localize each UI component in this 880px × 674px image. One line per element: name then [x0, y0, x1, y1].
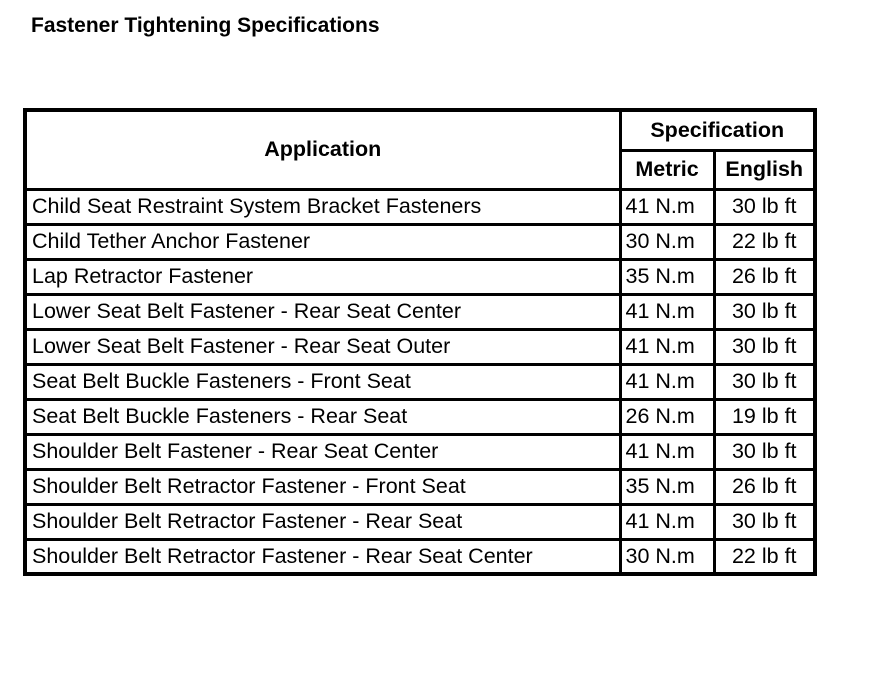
- cell-metric: 41 N.m: [620, 329, 714, 364]
- cell-metric: 41 N.m: [620, 504, 714, 539]
- table-row: [25, 539, 815, 574]
- table-row: [25, 189, 815, 224]
- cell-metric: 41 N.m: [620, 294, 714, 329]
- table-row: [25, 399, 815, 434]
- cell-application: Shoulder Belt Retractor Fastener - Rear Seat: [25, 504, 620, 539]
- table-row: [25, 504, 815, 539]
- cell-application: Lower Seat Belt Fastener - Rear Seat Outer: [25, 329, 620, 364]
- cell-english: 22 lb ft: [714, 224, 815, 259]
- cell-english: 19 lb ft: [714, 399, 815, 434]
- page-title: Fastener Tightening Specifications: [31, 14, 380, 37]
- cell-english: 30 lb ft: [714, 294, 815, 329]
- cell-english: 30 lb ft: [714, 504, 815, 539]
- cell-metric: 30 N.m: [620, 224, 714, 259]
- table-row: [25, 364, 815, 399]
- cell-english: 22 lb ft: [714, 539, 815, 574]
- cell-metric: 26 N.m: [620, 399, 714, 434]
- cell-application: Lower Seat Belt Fastener - Rear Seat Center: [25, 294, 620, 329]
- cell-metric: 41 N.m: [620, 189, 714, 224]
- cell-application: Lap Retractor Fastener: [25, 259, 620, 294]
- cell-english: 30 lb ft: [714, 434, 815, 469]
- cell-application: Child Tether Anchor Fastener: [25, 224, 620, 259]
- header-application: Application: [25, 110, 620, 189]
- cell-application: Shoulder Belt Fastener - Rear Seat Center: [25, 434, 620, 469]
- spec-table: [23, 108, 817, 576]
- cell-application: Shoulder Belt Retractor Fastener - Front Seat: [25, 469, 620, 504]
- cell-application: Child Seat Restraint System Bracket Fasteners: [25, 189, 620, 224]
- cell-application: Shoulder Belt Retractor Fastener - Rear Seat Center: [25, 539, 620, 574]
- cell-english: 30 lb ft: [714, 189, 815, 224]
- cell-english: 30 lb ft: [714, 329, 815, 364]
- cell-application: Seat Belt Buckle Fasteners - Front Seat: [25, 364, 620, 399]
- table-row: [25, 329, 815, 364]
- cell-english: 26 lb ft: [714, 259, 815, 294]
- cell-metric: 35 N.m: [620, 259, 714, 294]
- cell-metric: 30 N.m: [620, 539, 714, 574]
- table-row: [25, 469, 815, 504]
- table-row: [25, 259, 815, 294]
- cell-application: Seat Belt Buckle Fasteners - Rear Seat: [25, 399, 620, 434]
- table-row: [25, 434, 815, 469]
- cell-metric: 35 N.m: [620, 469, 714, 504]
- cell-english: 30 lb ft: [714, 364, 815, 399]
- table-row: [25, 294, 815, 329]
- cell-english: 26 lb ft: [714, 469, 815, 504]
- header-english: English: [714, 150, 815, 189]
- cell-metric: 41 N.m: [620, 364, 714, 399]
- table-row: [25, 224, 815, 259]
- header-specification: Specification: [620, 110, 815, 150]
- cell-metric: 41 N.m: [620, 434, 714, 469]
- header-metric: Metric: [620, 150, 714, 189]
